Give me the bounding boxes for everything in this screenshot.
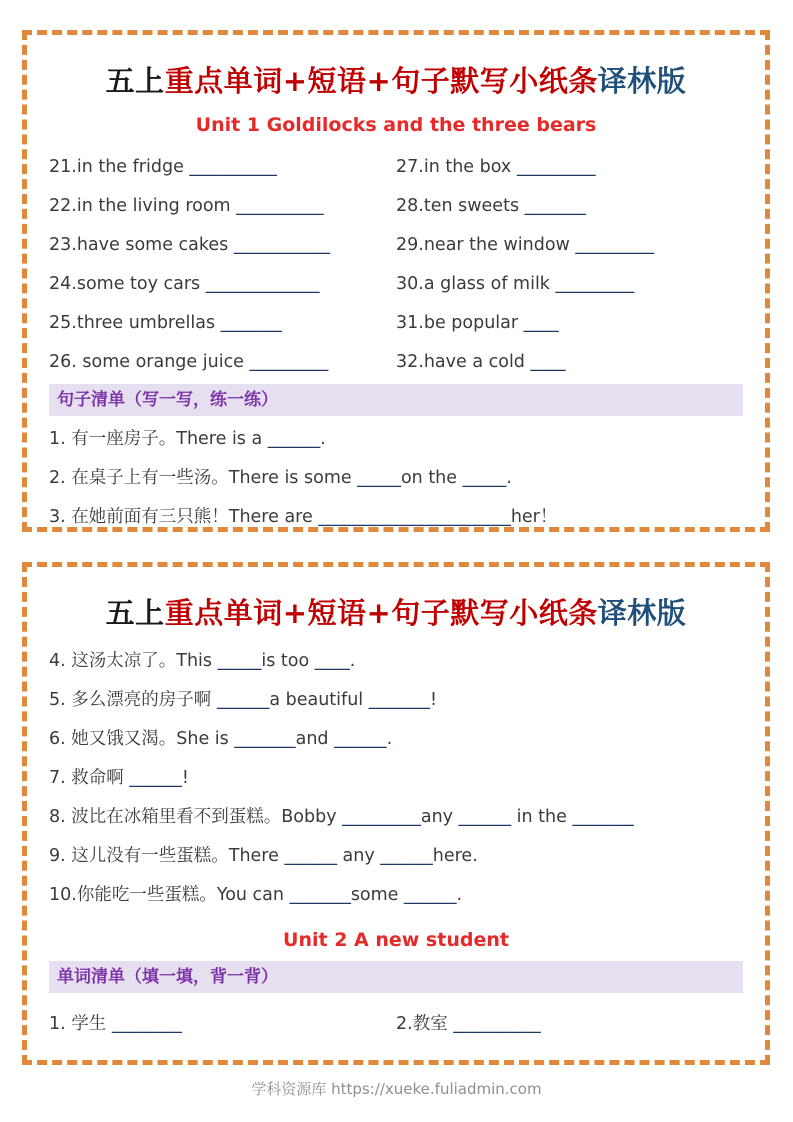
word-item: 23.have some cakes ___________ [49,235,331,255]
page-title [49,591,743,632]
word-item: 24.some toy cars _____________ [49,274,320,294]
sentence-item: 1. 有一座房子。There is a ______. [49,429,326,449]
word-column-left [49,1005,396,1044]
sentence-item: 4. 这汤太凉了。This _____is too ____. [49,651,356,671]
title-edition: 译林版 [597,596,687,630]
section-banner-sentences: 句子清单（写一写，练一练） [49,384,743,416]
sentence-list-unit1-continued [49,642,743,915]
sentence-item: 3. 在她前面有三只熊！There are ______________________her！ [49,507,558,527]
word-item: 31.be popular ____ [396,313,559,333]
worksheet-card-2 [22,562,770,1065]
word-item: 29.near the window _________ [396,235,655,255]
word-item: 21.in the fridge __________ [49,157,277,177]
footer-watermark: 学科资源库 https://xueke.fuliadmin.com [251,1080,542,1098]
word-column-right [396,148,743,382]
word-item: 28.ten sweets _______ [396,196,586,216]
word-item: 1. 学生 ________ [49,1014,182,1034]
title-grade: 五上 [105,596,165,630]
word-item: 26. some orange juice _________ [49,352,329,372]
sentence-item: 2. 在桌子上有一些汤。There is some _____on the _____. [49,468,512,488]
word-item: 27.in the box _________ [396,157,596,177]
sentence-item: 5. 多么漂亮的房子啊 ______a beautiful _______! [49,690,437,710]
title-main: 重点单词+短语+句子默写小纸条 [164,596,598,630]
unit-1-heading: Unit 1 Goldilocks and the three bears [195,114,597,136]
word-item: 30.a glass of milk _________ [396,274,635,294]
sentence-list-unit1 [49,420,743,537]
sentence-item: 9. 这儿没有一些蛋糕。There ______ any ______here. [49,846,478,866]
sentence-item: 10.你能吃一些蛋糕。You can _______some ______. [49,885,463,905]
page-title [49,59,743,100]
word-column-right [396,1005,743,1044]
word-item: 25.three umbrellas _______ [49,313,282,333]
word-item: 2.教室 __________ [396,1014,541,1034]
sentence-item: 6. 她又饿又渴。She is _______and ______. [49,729,393,749]
word-item: 32.have a cold ____ [396,352,566,372]
title-main: 重点单词+短语+句子默写小纸条 [164,64,598,98]
word-list-unit2 [49,1005,743,1044]
word-column-left [49,148,396,382]
word-item: 22.in the living room __________ [49,196,324,216]
section-banner-words: 单词清单（填一填，背一背） [49,961,743,993]
title-edition: 译林版 [597,64,687,98]
sentence-item: 7. 救命啊 ______! [49,768,189,788]
title-grade: 五上 [105,64,165,98]
worksheet-card-1 [22,30,770,532]
unit-2-heading: Unit 2 A new student [283,929,509,951]
sentence-item: 8. 波比在冰箱里看不到蛋糕。Bobby _________any ______ in the _______ [49,807,634,827]
word-list-unit1 [49,148,743,382]
